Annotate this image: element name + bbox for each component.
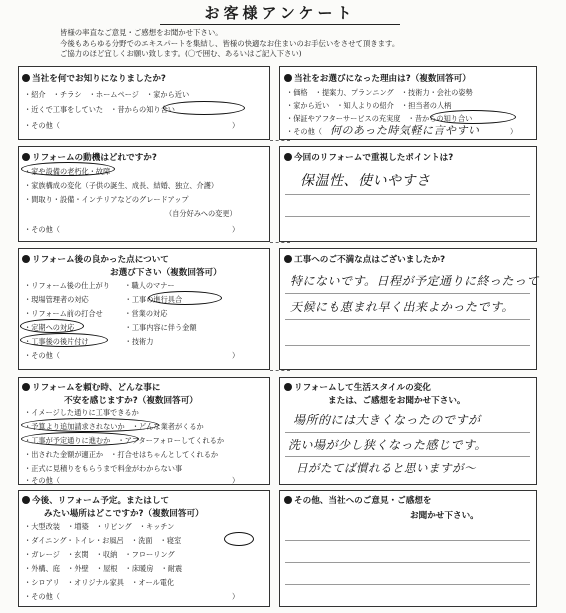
- left-q2-row-4: （自分好みへの変更）: [165, 209, 237, 218]
- right-q1-row-1[interactable]: ・価格 ・提案力、プランニング ・技術力・会社の姿勢: [286, 88, 473, 97]
- answer-circle-mark: [20, 319, 84, 333]
- right-q5-panel: [279, 490, 537, 607]
- left-q3-row-2[interactable]: ・現場管理者の対応 ・工事の進行具合: [24, 295, 183, 304]
- left-q5-row-5[interactable]: ・シロアリ ・オリジナル家具 ・オール電化: [24, 578, 175, 587]
- right-q2-title: [284, 151, 453, 163]
- right-q1-title: [284, 72, 471, 84]
- left-q5-title-2: みたい場所はどこですか?（複数回答可）: [44, 509, 204, 519]
- right-q3-title: [284, 253, 445, 265]
- answer-circle-mark: [163, 101, 245, 115]
- right-q5-title-text: その他、当社へのご意見・ご感想を: [294, 496, 432, 506]
- left-q3-row-3[interactable]: ・リフォーム前の打合せ ・営業の対応: [24, 309, 168, 318]
- answer-line: [285, 319, 530, 320]
- bullet-icon: [284, 74, 292, 82]
- left-q1-row-2[interactable]: ・近くで工事をしていた ・昔からの知り合い: [24, 105, 175, 114]
- answer-circle-mark: [20, 333, 108, 347]
- left-q5-row-3[interactable]: ・ガレージ ・玄関 ・収納 ・フローリング: [24, 550, 175, 559]
- left-q2-row-1[interactable]: ・家や設備の老朽化・故障: [24, 167, 111, 176]
- answer-circle-mark: [224, 532, 254, 546]
- left-q4-title-text: リフォームを頼む時、どんな事に: [32, 383, 161, 393]
- left-q2-row-5[interactable]: ・その他（: [24, 225, 60, 234]
- right-q4-title: [284, 381, 431, 393]
- left-q5-row-1[interactable]: ・大型改装 ・増築 ・リビング ・キッチン: [24, 522, 175, 531]
- close-paren: ）: [232, 351, 240, 360]
- intro-line-3: ご協力のほど宜しくお願い致します。(〇で囲む、あるいはご記入下さい): [60, 49, 302, 58]
- left-q5-row-2[interactable]: ・ダイニング・トイレ・お風呂 ・洗面 ・寝室: [24, 536, 182, 545]
- intro-line-1: 皆様の率直なご意見・ご感想をお聞かせ下さい。: [60, 28, 223, 37]
- bullet-icon: [284, 383, 292, 391]
- left-q5-title: [22, 494, 169, 506]
- answer-circle-mark: [430, 110, 516, 124]
- answer-line: [285, 345, 530, 346]
- intro-line-2: 今後もあらゆる分野でのエキスパートを集結し、皆様の快適なお住まいのお手伝いをさせて頂きます。: [60, 38, 400, 48]
- right-q2-title-text: 今回のリフォームで重視したポイントは?: [294, 153, 454, 163]
- bullet-icon: [284, 496, 292, 504]
- right-q1-title-text: 当社をお選びになった理由は?（複数回答可）: [294, 74, 471, 84]
- answer-circle-mark: [148, 291, 222, 305]
- left-q1-row-1[interactable]: ・紹介 ・チラシ ・ホームページ ・家から近い: [24, 90, 190, 99]
- page-title: お客様アンケート: [160, 2, 400, 25]
- bullet-icon: [22, 255, 30, 263]
- answer-line: [285, 562, 530, 563]
- right-q5-title-2: お聞かせ下さい。: [410, 511, 479, 521]
- answer-circle-mark: [21, 418, 159, 432]
- answer-line: [285, 456, 530, 457]
- close-paren: ）: [232, 225, 240, 234]
- left-q3-row-1[interactable]: ・リフォーム後の仕上がり ・職人のマナー: [24, 281, 175, 290]
- answer-line: [285, 293, 530, 294]
- right-q1-row-4[interactable]: ・その他（: [286, 127, 322, 136]
- right-q3-handwritten-line-1: 特にないです。日程が予定通りに終ったって: [290, 274, 540, 288]
- right-q4-handwritten-line-3: 日がたてば慣れると思いますが〜: [296, 461, 476, 475]
- left-q3-title-2: お選び下さい（複数回答可）: [110, 268, 222, 278]
- left-q1-row-3[interactable]: ・その他（: [24, 121, 60, 130]
- bullet-icon: [284, 153, 292, 161]
- bullet-icon: [22, 74, 30, 82]
- left-q4-row-1[interactable]: ・イメージした通りに工事できるか: [24, 408, 139, 417]
- right-q3-title-text: 工事へのご不満な点はございましたか?: [294, 255, 446, 265]
- right-q1-row-3[interactable]: ・保証やアフターサービスの充実度 ・昔からの知り合い: [286, 114, 473, 123]
- left-q4-title: [22, 381, 160, 393]
- close-paren: ）: [232, 476, 240, 485]
- bullet-icon: [22, 383, 30, 391]
- left-q5-row-4[interactable]: ・外構、庭 ・外壁 ・屋根 ・床暖房 ・耐震: [24, 564, 183, 573]
- left-q4-row-5[interactable]: ・正式に見積りをもらうまで料金がわからない事: [24, 464, 183, 473]
- left-q4-row-2[interactable]: ・予算より追加請求されないか ・どんな業者がくるか: [24, 422, 204, 431]
- left-q1-title-text: 当社を何でお知りになりましたか?: [32, 74, 166, 84]
- bullet-icon: [22, 153, 30, 161]
- left-q3-row-5[interactable]: ・工事後の後片付け ・技術力: [24, 337, 154, 346]
- right-q1-row-2[interactable]: ・家から近い ・知人よりの紹介 ・担当者の人柄: [286, 101, 452, 110]
- close-paren: ）: [232, 592, 240, 601]
- divider: [270, 370, 290, 371]
- left-q5-row-6[interactable]: ・その他（: [24, 592, 60, 601]
- left-q4-row-6[interactable]: ・その他（: [24, 476, 60, 485]
- left-q1-title: [22, 72, 166, 84]
- left-q3-row-4[interactable]: ・定期への対応 ・工事内容に伴う金額: [24, 323, 197, 332]
- right-q5-title: [284, 494, 432, 506]
- divider: [270, 140, 290, 141]
- answer-line: [285, 584, 530, 585]
- answer-line: [285, 432, 530, 433]
- left-q2-row-3[interactable]: ・間取り・設備・インテリアなどのグレードアップ: [24, 195, 189, 204]
- answer-line: [285, 216, 530, 217]
- right-q4-handwritten-line-1: 場所的には大きくなったのですが: [293, 413, 481, 427]
- intro-text: [60, 28, 530, 60]
- right-q4-title-text: リフォームして生活スタイルの変化: [294, 383, 431, 393]
- left-q3-title: [22, 253, 169, 265]
- right-q2-handwritten-answer: 保温性、使いやすさ: [300, 173, 431, 189]
- right-q3-handwritten-line-2: 天候にも恵まれ早く出来よかったです。: [290, 300, 515, 314]
- right-q4-handwritten-line-2: 洗い場が少し狭くなった感じです。: [288, 438, 488, 452]
- left-q4-row-3[interactable]: ・工事が予定通りに進むか ・アフターフォローしてくれるか: [24, 436, 225, 445]
- left-q2-row-2[interactable]: ・家族構成の変化（子供の誕生、成長、結婚、独立、介護）: [24, 181, 219, 190]
- left-q2-title-text: リフォームの動機はどれですか?: [32, 153, 157, 163]
- divider: [270, 242, 290, 243]
- left-q3-title-text: リフォーム後の良かった点について: [32, 255, 169, 265]
- answer-circle-mark: [21, 432, 139, 446]
- close-paren: ）: [232, 121, 240, 130]
- answer-line: [285, 194, 530, 195]
- right-q1-handwritten-answer: 何のあった時気軽に言やすい: [330, 124, 480, 137]
- left-q2-title: [22, 151, 157, 163]
- close-paren: ）: [510, 127, 518, 136]
- left-q4-row-4[interactable]: ・出された金額が適正か ・打合せはちゃんとしてくれるか: [24, 450, 219, 459]
- answer-line: [285, 540, 530, 541]
- right-q4-title-2: または、ご感想をお聞かせ下さい。: [328, 396, 466, 406]
- left-q3-row-6[interactable]: ・その他（: [24, 351, 60, 360]
- left-q4-title-2: 不安を感じますか?（複数回答可）: [64, 396, 198, 406]
- answer-circle-mark: [21, 162, 115, 176]
- bullet-icon: [284, 255, 292, 263]
- left-q5-title-text: 今後、リフォーム予定。またはして: [32, 496, 170, 506]
- bullet-icon: [22, 496, 30, 504]
